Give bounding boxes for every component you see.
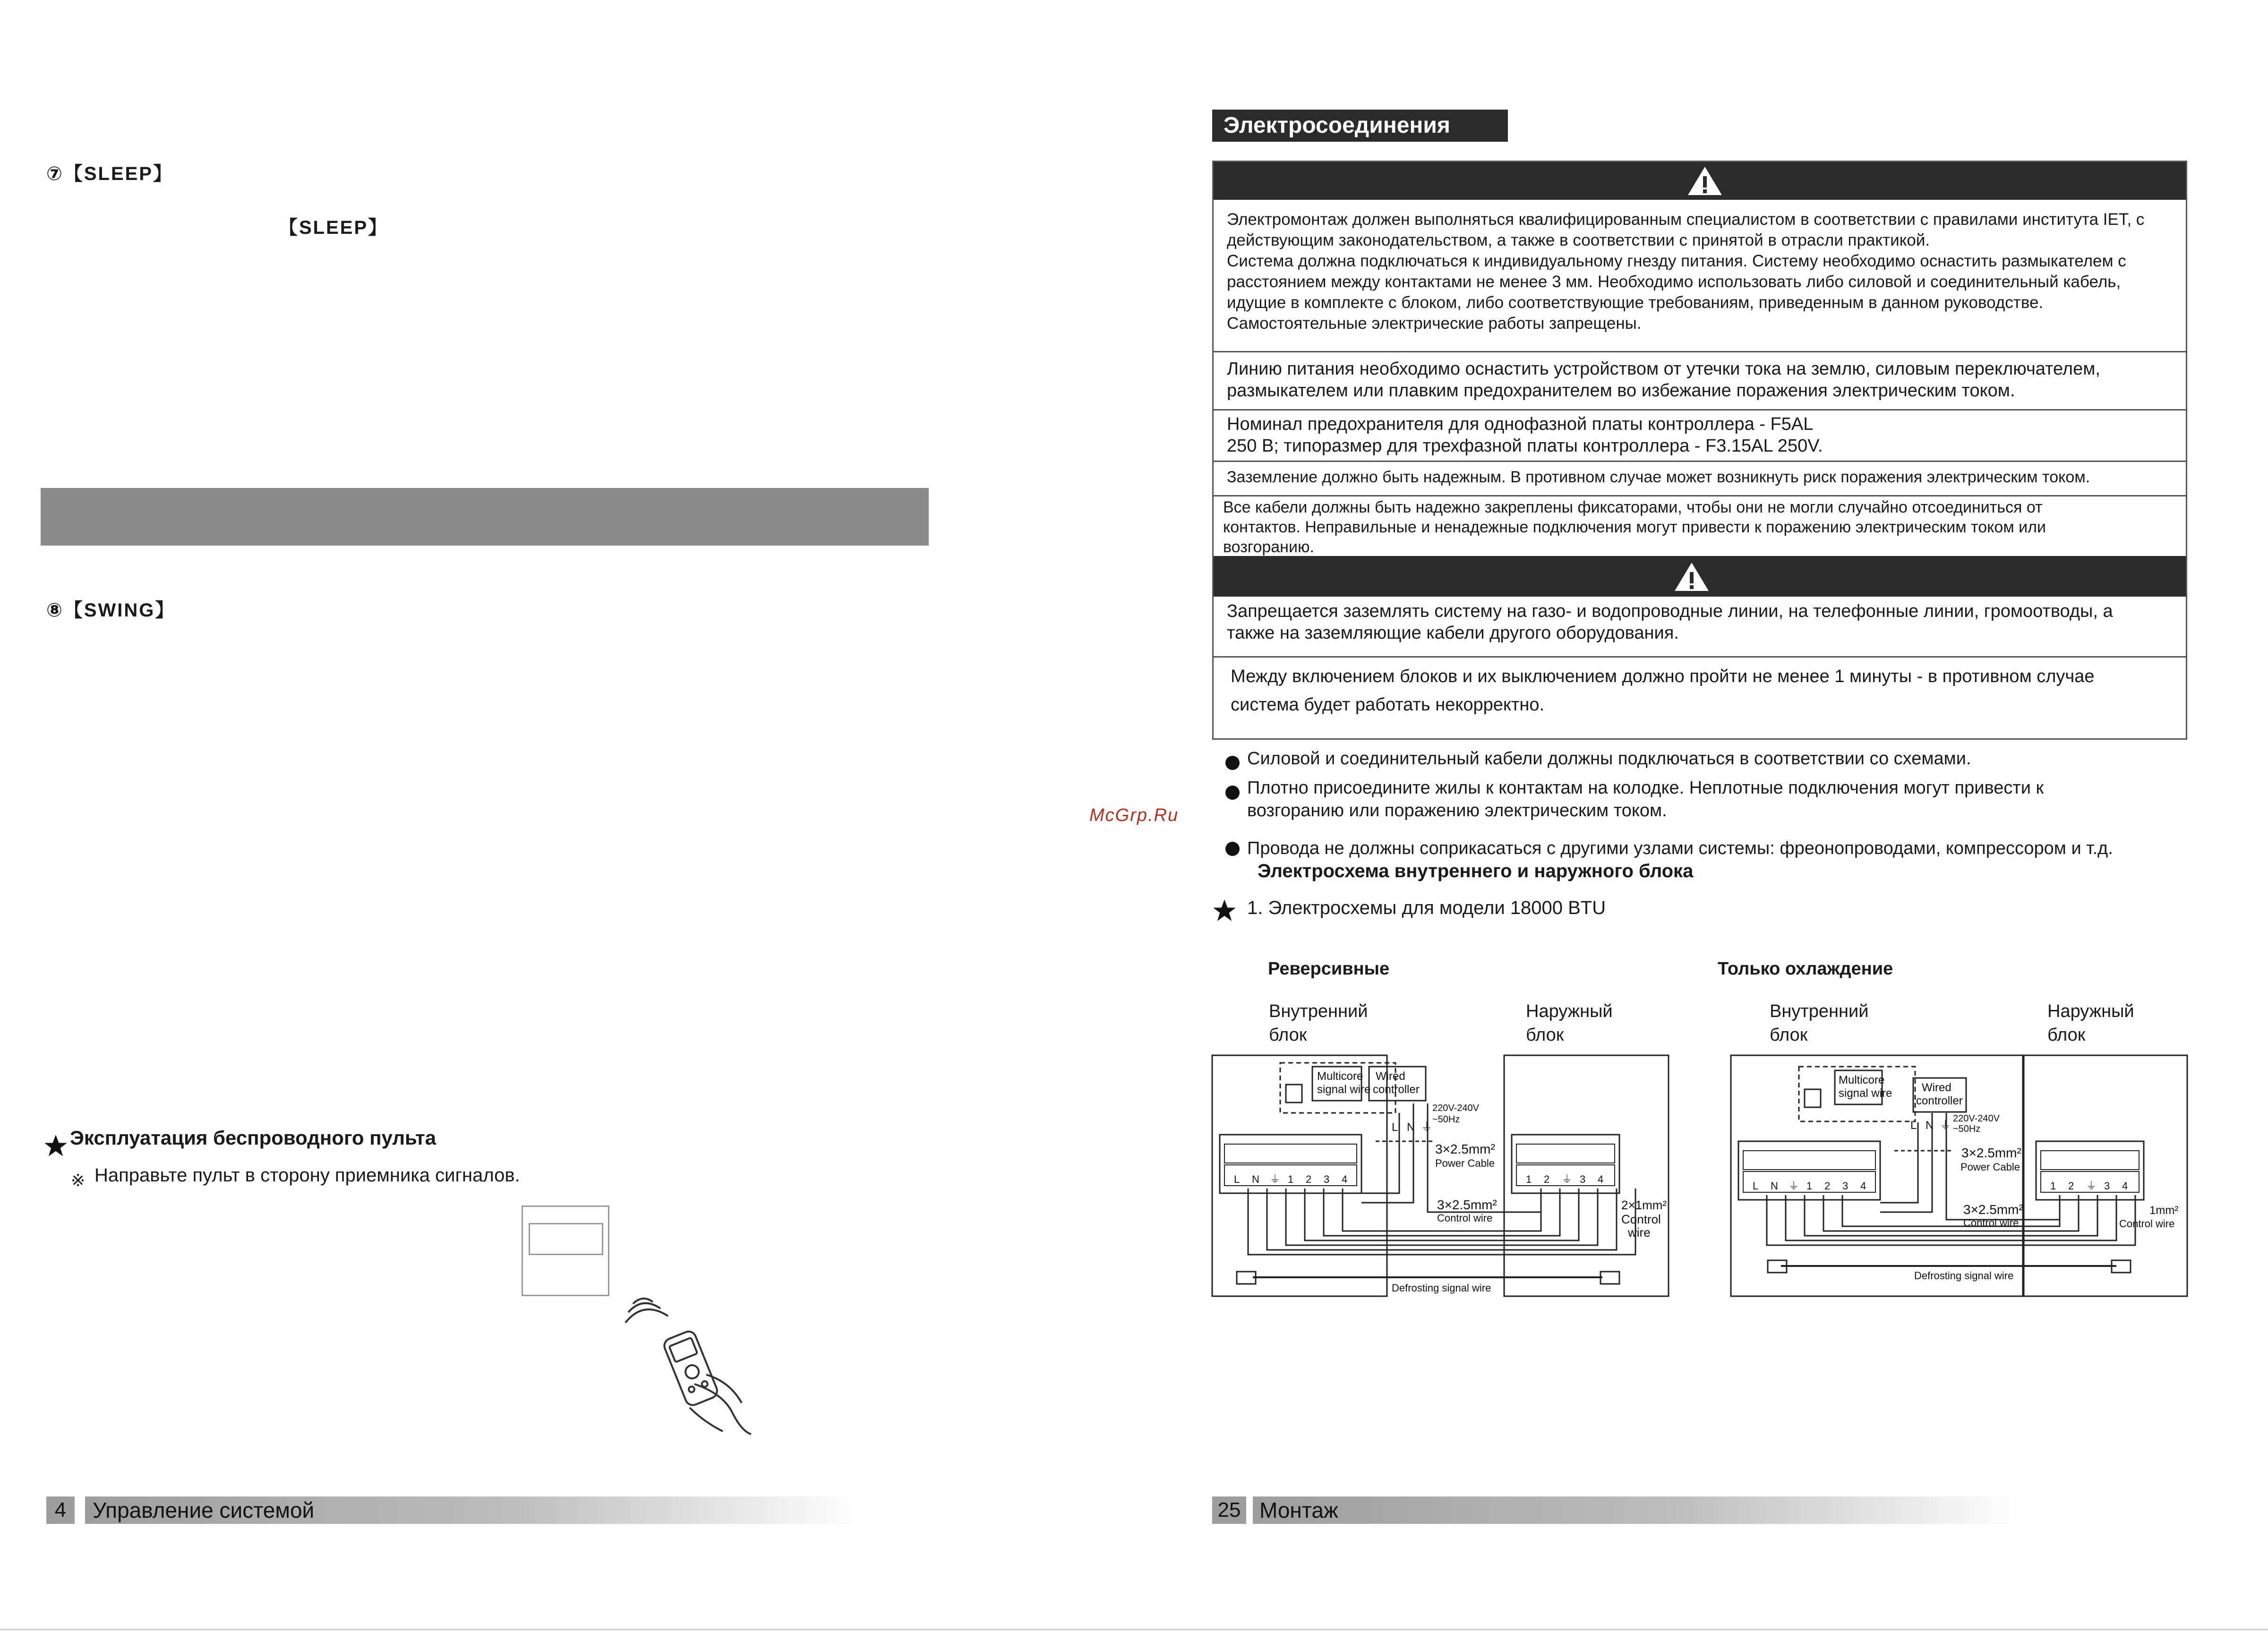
warning-line: Заземление должно быть надежным. В противном случае может возникнуть риск поражения электрическим током.: [1227, 468, 2090, 486]
lne-label: ⏚: [1940, 1119, 1951, 1132]
control-wire-out-label: Control: [1621, 1212, 1661, 1226]
footer-title-left: Управление системой: [93, 1498, 315, 1522]
lne-label: N: [1926, 1119, 1934, 1132]
star-icon: [43, 1134, 68, 1158]
wiring-diagram-right: [1729, 1052, 2192, 1297]
model-line: 1. Электросхемы для модели 18000 BTU: [1247, 898, 1606, 918]
bottom-rule: [0, 1629, 2268, 1630]
footer-title-right: Монтаж: [1259, 1498, 1338, 1522]
warning-line: система будет работать некорректно.: [1231, 695, 1545, 715]
control-wire-out-label: wire: [1628, 1225, 1651, 1240]
diagram-right-outdoor-label: [2047, 1000, 2134, 1047]
terminal-label: L: [1753, 1180, 1759, 1192]
diagram-right-indoor-label: [1770, 1000, 1868, 1047]
footer-bar-right: [1253, 1496, 2018, 1524]
warning-line: Линию питания необходимо оснастить устройством от утечки тока на землю, силовым переключателем,: [1227, 359, 2100, 379]
warning-line: размыкателем или плавким предохранителем во избежание поражения электрическим током.: [1227, 381, 2015, 401]
terminal-label: 2: [1824, 1180, 1831, 1192]
diagram-heading: Электросхема внутреннего и наружного блока: [1258, 861, 1694, 881]
control-wire-out-label: Control wire: [2119, 1218, 2175, 1230]
page-number-left: 4: [46, 1496, 75, 1524]
terminal-label: 2: [1544, 1173, 1550, 1185]
warning-line: контактов. Неправильные и ненадежные подключения могут привести к поражению электрическим током или: [1223, 518, 2046, 536]
warning-triangle-icon: [1686, 165, 1724, 197]
warning-row-5: [1214, 495, 2186, 556]
warning-row-6: [1214, 597, 2186, 656]
terminal-label: 2: [1306, 1173, 1312, 1185]
lne-label: ⏚: [1421, 1121, 1432, 1134]
defrost-label: Defrosting signal wire: [1392, 1282, 1491, 1294]
bullet-item-1: Силовой и соединительный кабели должны подключаться в соответствии со схемами.: [1247, 749, 1971, 769]
terminal-label: ⏚: [2086, 1180, 2097, 1192]
wired-controller-label: Wired: [1376, 1070, 1405, 1083]
control-wire-label: Control wire: [1963, 1217, 2019, 1229]
power-cable-label: Power Cable: [1960, 1161, 2020, 1173]
indoor-label-line: блок: [1269, 1025, 1307, 1045]
warning-row-2: [1214, 351, 2186, 409]
terminal-label: 4: [2122, 1180, 2128, 1192]
warning-line: возгоранию.: [1223, 538, 1314, 556]
terminal-label: 3: [1842, 1180, 1849, 1192]
terminal-label: 3: [2104, 1180, 2110, 1192]
defrost-plug-right: [1600, 1272, 1619, 1284]
bullet-icon: [1225, 786, 1240, 800]
lne-label: L: [1910, 1119, 1917, 1132]
wiring-diagram-left: [1210, 1052, 1673, 1297]
terminal-label: 1: [1526, 1173, 1532, 1185]
multicore-label: signal wire: [1839, 1087, 1892, 1100]
bullet-item-2: [1247, 777, 2044, 822]
control-wire-label: Control wire: [1437, 1212, 1493, 1224]
defrost-label: Defrosting signal wire: [1914, 1270, 2014, 1282]
lne-label: N: [1407, 1121, 1415, 1134]
outdoor-label-line: Наружный: [2047, 1001, 2134, 1021]
terminal-label: 4: [1342, 1173, 1348, 1185]
warning-row-1: [1214, 200, 2186, 351]
terminal-label: 1: [1806, 1180, 1813, 1192]
terminal-label: 4: [1598, 1173, 1604, 1185]
diagram-left-title: Реверсивные: [1268, 959, 1390, 979]
terminal-label: 4: [1860, 1180, 1866, 1192]
indoor-label-line: Внутренний: [1269, 1001, 1368, 1021]
terminal-label: 2: [2068, 1180, 2074, 1192]
outdoor-label-line: Наружный: [1526, 1001, 1613, 1021]
warning-line: Электромонтаж должен выполняться квалифицированным специалистом в соответствии с правилами института IET, с: [1227, 210, 2145, 229]
warning-row-4: [1214, 461, 2186, 495]
diagram-left-outdoor-label: [1526, 1000, 1613, 1047]
warning-line: идущие в комплекте с блоком, либо соответствующие требованиям, приведенным в данном руководстве.: [1227, 293, 2044, 312]
outdoor-label-line: блок: [2047, 1025, 2086, 1045]
swing-item-title: ⑧【SWING】: [46, 600, 176, 621]
control-wire-out-label: 2×1mm²: [1621, 1198, 1667, 1212]
indoor-label-line: блок: [1770, 1025, 1808, 1045]
bullet-item-3: Провода не должны соприкасаться с другими узлами системы: фреонопроводами, компрессором и т.д.: [1247, 838, 2113, 858]
terminal-label: N: [1771, 1180, 1778, 1192]
terminal-label: 1: [1288, 1173, 1294, 1185]
bullet-icon: [1225, 842, 1240, 856]
warning-row-3: [1214, 409, 2186, 461]
voltage-label: 220V-240V: [1953, 1113, 2000, 1124]
bullet-line: возгоранию или поражению электрическим током.: [1247, 801, 1667, 821]
warning-triangle-icon: [1673, 561, 1711, 593]
power-cable-label: 3×2.5mm²: [1961, 1146, 2021, 1160]
multicore-label: Multicore: [1317, 1070, 1363, 1083]
warning-line: Запрещается заземлять систему на газо- и водопроводные линии, на телефонные линии, громоотводы, а: [1227, 601, 2113, 621]
bullet-icon: [1225, 756, 1240, 770]
multicore-label: Multicore: [1839, 1074, 1885, 1086]
terminal-label: 3: [1324, 1173, 1330, 1185]
remote-control-icon: [624, 1290, 765, 1436]
warning-line: Между включением блоков и их выключением должно пройти не менее 1 минуты - в противном случае: [1231, 667, 2095, 686]
diagram-left-indoor-label: [1269, 1000, 1368, 1047]
remote-heading: Эксплуатация беспроводного пульта: [70, 1127, 436, 1149]
wired-controller-label: controller: [1916, 1094, 1963, 1107]
control-wire-label: 3×2.5mm²: [1437, 1197, 1497, 1212]
multicore-label: signal wire: [1317, 1083, 1371, 1096]
warning-line: Все кабели должны быть надежно закреплены фиксаторами, чтобы они не могли случайно отсоединиться от: [1223, 498, 2043, 516]
warning-line: действующим законодательством, а также в соответствии с принятой в отрасли практикой.: [1227, 231, 1930, 249]
multicore-connector: [1805, 1089, 1821, 1107]
warning-line: также на заземляющие кабели другого оборудования.: [1227, 623, 1679, 643]
warning-line: расстоянием между контактами не менее 3 мм. Необходимо использовать либо силовой и соединительный кабель,: [1227, 273, 2121, 291]
terminal-label: ⏚: [1562, 1173, 1573, 1185]
outdoor-unit-box: [2023, 1055, 2187, 1296]
gray-band: [41, 488, 929, 546]
control-wire-out-label: 1mm²: [2149, 1204, 2179, 1217]
bullet-line: Плотно присоедините жилы к контактам на колодке. Неплотные подключения могут привести к: [1247, 778, 2044, 798]
voltage-label: ~50Hz: [1953, 1124, 1981, 1134]
terminal-label: 1: [2050, 1180, 2056, 1192]
wired-controller-label: Wired: [1922, 1081, 1951, 1094]
warning-bar-1: [1214, 162, 2186, 200]
terminal-label: ⏚: [1270, 1173, 1281, 1185]
star-icon: [1212, 898, 1237, 923]
warning-line: Самостоятельные электрические работы запрещены.: [1227, 314, 1642, 333]
terminal-label: ⏚: [1789, 1180, 1799, 1192]
wired-controller-label: controller: [1373, 1083, 1420, 1096]
terminal-label: L: [1234, 1173, 1240, 1185]
sleep-label: 【SLEEP】: [279, 217, 389, 238]
power-cable-label: Power Cable: [1435, 1157, 1495, 1169]
section-title: Электросоединения: [1212, 110, 1508, 142]
voltage-label: ~50Hz: [1432, 1114, 1460, 1125]
warnings-table: [1212, 161, 2187, 740]
note-mark-icon: ※: [71, 1171, 86, 1190]
watermark: McGrp.Ru: [1089, 805, 1179, 825]
indoor-label-line: Внутренний: [1770, 1001, 1869, 1021]
warning-row-7: [1214, 656, 2186, 724]
warning-line: 250 В; типоразмер для трехфазной платы контроллера - F3.15AL 250V.: [1227, 436, 1823, 456]
voltage-label: 220V-240V: [1432, 1103, 1479, 1113]
control-wire-label: 3×2.5mm²: [1963, 1202, 2023, 1217]
warning-bar-2: [1214, 556, 2186, 597]
power-cable-label: 3×2.5mm²: [1435, 1142, 1495, 1156]
page-number-right: 25: [1212, 1496, 1246, 1524]
lne-label: L: [1392, 1121, 1398, 1134]
warning-line: Система должна подключаться к индивидуальному гнезду питания. Систему необходимо оснастить размыкателем с: [1227, 252, 2126, 270]
outdoor-label-line: блок: [1526, 1025, 1564, 1045]
sleep-item-title: ⑦【SLEEP】: [46, 163, 174, 184]
diagram-right-title: Только охлаждение: [1718, 959, 1893, 979]
warning-line: Номинал предохранителя для однофазной платы контроллера - F5AL: [1227, 414, 1814, 434]
terminal-label: 3: [1580, 1173, 1586, 1185]
receiver-panel-icon: [522, 1206, 609, 1296]
multicore-connector: [1286, 1085, 1302, 1103]
terminal-label: N: [1252, 1173, 1259, 1185]
remote-note: Направьте пульт в сторону приемника сигналов.: [94, 1165, 520, 1186]
